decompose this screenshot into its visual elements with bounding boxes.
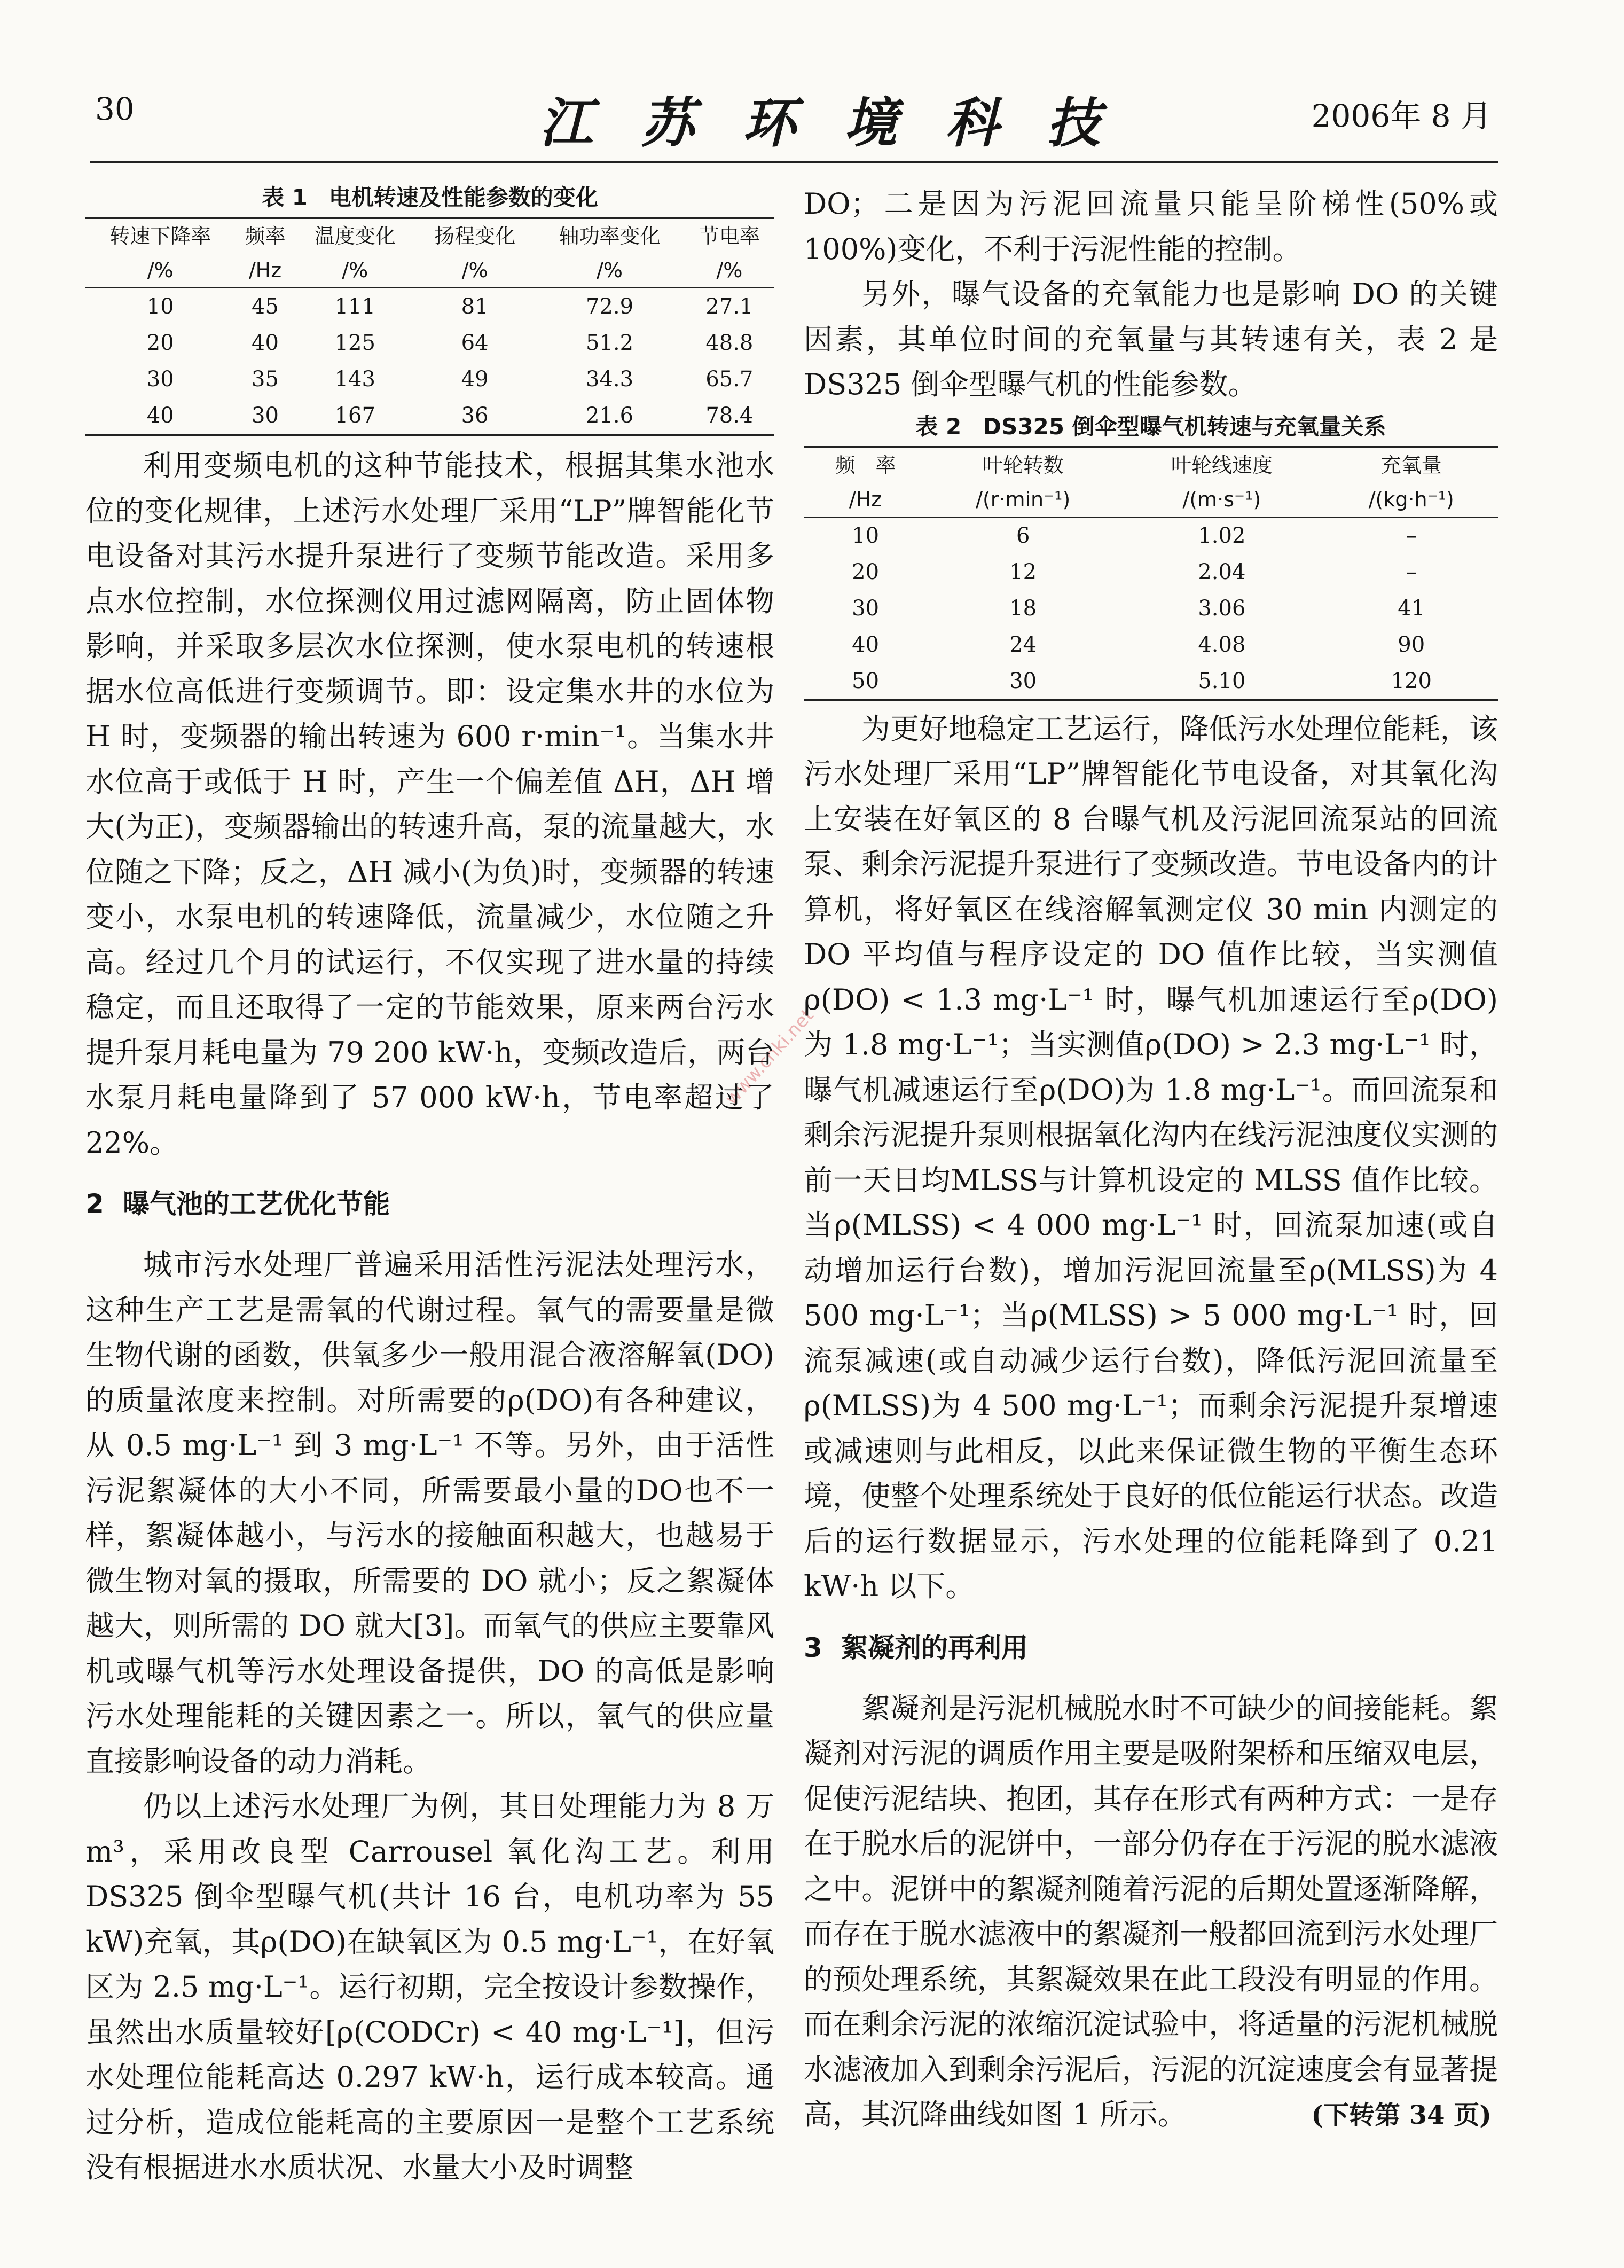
table1-cell: 21.6 <box>535 397 684 435</box>
section-number: 3 <box>804 1632 822 1663</box>
table2-cell: 50 <box>804 663 927 700</box>
table1-header: 扬程变化 <box>415 218 535 253</box>
body-paragraph: 城市污水处理厂普遍采用活性污泥法处理污水，这种生产工艺是需氧的代谢过程。氧气的需要量是微生物代谢的函数，供氧多少一般用混合液溶解氧(DO)的质量浓度来控制。对所需要的ρ(DO)有各种建议，从 0.5 mg·L⁻¹ 到 3 mg·L⁻¹ 不等。另外，由于活性污泥絮凝体的大小不同，所需要最小量的DO也不一样，絮凝体越小，与污水的接触面积越大，也越易于微生物对氧的摄取，所需要的 DO 就小；反之絮凝体越大，则所需的 DO 就大[3]。而氧气的供应主要靠风机或曝气机等污水处理设备提供，DO 的高低是影响污水处理能耗的关键因素之一。所以，氧气的供应量直接影响设备的动力消耗。 <box>85 1248 774 1778</box>
watermark-stamp: www.cnki.net <box>721 1005 818 1109</box>
table-row <box>804 517 1498 554</box>
table1-unit: /% <box>85 253 235 288</box>
table-row <box>804 627 1498 663</box>
table-row <box>85 325 774 361</box>
body-paragraph: 为更好地稳定工艺运行，降低污水处理位能耗，该污水处理厂采用“LP”牌智能化节电设备，对其氧化沟上安装在好氧区的 8 台曝气机及污泥回流泵站的回流泵、剩余污泥提升泵进行了变频改造。节电设备内的计算机，将好氧区在线溶解氧测定仪 30 min 内测定的 DO 平均值与程序设定的 DO 值作比较，当实测值ρ(DO) < 1.3 mg·L⁻¹ 时，曝气机加速运行至ρ(DO)为 1.8 mg·L⁻¹；当实测值ρ(DO) > 2.3 mg·L⁻¹ 时，曝气机减速运行至ρ(DO)为 1.8 mg·L⁻¹。而回流泵和剩余污泥提升泵则根据氧化沟内在线污泥浊度仪实测的前一天日均MLSS与计算机设定的 MLSS 值作比较。当ρ(MLSS) < 4 000 mg·L⁻¹ 时，回流泵加速(或自动增加运行台数)，增加污泥回流量至ρ(MLSS)为 4 500 mg·L⁻¹；当ρ(MLSS) > 5 000 mg·L⁻¹ 时，回流泵减速(或自动减少运行台数)，降低污泥回流量至ρ(MLSS)为 4 500 mg·L⁻¹；而剩余污泥提升泵增速或减速则与此相反，以此来保证微生物的平衡生态环境，使整个处理系统处于良好的低位能运行状态。改造后的运行数据显示，污水处理的位能耗降到了 0.21 kW·h 以下。 <box>804 711 1498 1603</box>
table1-cell: 143 <box>334 367 375 392</box>
table1-caption-text: 电机转速及性能参数的变化 <box>328 184 598 210</box>
table1-cell: 30 <box>235 397 295 435</box>
table2-unit: /(kg·h⁻¹) <box>1324 482 1498 517</box>
table2-header: 叶轮转数 <box>927 447 1119 482</box>
body-paragraph: 另外，曝气设备的充氧能力也是影响 DO 的关键因素，其单位时间的充氧量与其转速有关，表 2 是 DS325 倒伞型曝气机的性能参数。 <box>804 277 1498 401</box>
issue-date: 2006年 8 月 <box>1311 98 1492 134</box>
table2-cell: 10 <box>852 523 880 548</box>
table1-cell: 65.7 <box>705 367 754 392</box>
table2-cell: – <box>1406 559 1417 584</box>
table1-header: 轴功率变化 <box>535 218 684 253</box>
table1-cell: 167 <box>295 397 415 435</box>
table2-header: 叶轮线速度 <box>1119 447 1324 482</box>
table1-cell: 45 <box>252 294 279 319</box>
table2 <box>804 446 1498 701</box>
table1 <box>85 217 774 436</box>
table1-cell: 51.2 <box>585 331 634 355</box>
body-paragraph: DO；二是因为污泥回流量只能呈阶梯性(50%或100%)变化，不利于污泥性能的控制。 <box>804 187 1498 266</box>
table1-cell: 72.9 <box>585 294 634 319</box>
table2-cell: 2.04 <box>1198 559 1246 584</box>
table1-cell: 30 <box>146 367 174 392</box>
table2-unit: /(r·min⁻¹) <box>927 482 1119 517</box>
body-paragraph: 仍以上述污水处理厂为例，其日处理能力为 8 万 m³，采用改良型 Carrousel 氧化沟工艺。利用 DS325 倒伞型曝气机(共计 16 台，电机功率为 55 kW)充氧，其ρ(DO)在缺氧区为 0.5 mg·L⁻¹，在好氧区为 2.5 mg·L⁻¹。运行初期，完全按设计参数操作，虽然出水质量较好[ρ(CODCr) < 40 mg·L⁻¹]，但污水处理位能耗高达 0.297 kW·h，运行成本较高。通过分析，造成位能耗高的主要原因一是整个工艺系统没有根据进水水质状况、水量大小及时调整 <box>85 1789 774 2184</box>
table1-cell: 36 <box>415 397 535 435</box>
table-row <box>804 663 1498 700</box>
table2-cell: 5.10 <box>1119 663 1324 700</box>
table1-cell: 49 <box>461 367 489 392</box>
table-row <box>804 554 1498 590</box>
table2-cell: 24 <box>1009 632 1037 657</box>
table1-cell: 81 <box>461 294 489 319</box>
body-paragraph: 絮凝剂是污泥机械脱水时不可缺少的间接能耗。絮凝剂对污泥的调质作用主要是吸附架桥和压缩双电层，促使污泥结块、抱团，其存在形式有两种方式：一是存在于脱水后的泥饼中，一部分仍存在于污泥的脱水滤液之中。泥饼中的絮凝剂随着污泥的后期处置逐渐降解，而存在于脱水滤液中的絮凝剂一般都回流到污水处理厂的预处理系统，其絮凝效果在此工段没有明显的作用。而在剩余污泥的浓缩沉淀试验中，将适量的污泥机械脱水滤液加入到剩余污泥后，污泥的沉淀速度会有显著提高，其沉降曲线如图 1 所示。 <box>804 1691 1498 2131</box>
table1-cell: 40 <box>252 331 279 355</box>
table2-cell: – <box>1406 523 1417 548</box>
table2-cell: 40 <box>852 632 880 657</box>
section-title: 絮凝剂的再利用 <box>841 1632 1028 1663</box>
table2-unit: /Hz <box>804 482 927 517</box>
table1-unit: /% <box>295 253 415 288</box>
table2-cell: 90 <box>1398 632 1425 657</box>
table2-cell: 12 <box>1009 559 1037 584</box>
table1-cell: 111 <box>334 294 375 319</box>
table1-header: 转速下降率 <box>85 218 235 253</box>
table2-cell: 120 <box>1324 663 1498 700</box>
table2-caption <box>804 411 1498 443</box>
section-number: 2 <box>85 1188 104 1219</box>
table2-cell: 20 <box>852 559 880 584</box>
table2-cell: 41 <box>1398 596 1425 621</box>
body-paragraph: 利用变频电机的这种节能技术，根据其集水池水位的变化规律，上述污水处理厂采用“LP”牌智能化节电设备对其污水提升泵进行了变频节能改造。采用多点水位控制，水位探测仪用过滤网隔离，防止固体物影响，并采取多层次水位探测，使水泵电机的转速根据水位高低进行变频调节。即：设定集水井的水位为 H 时，变频器的输出转速为 600 r·min⁻¹。当集水井水位高于或低于 H 时，产生一个偏差值 ΔH，ΔH 增大(为正)，变频器输出的转速升高，泵的流量越大，水位随之下降；反之，ΔH 减小(为负)时，变频器的转速变小，水泵电机的转速降低，流量减少，水位随之升高。经过几个月的试运行，不仅实现了进水量的持续稳定，而且还取得了一定的节能效果，原来两台污水提升泵月耗电量为 79 200 kW·h，变频改造后，两台水泵月耗电量降到了 57 000 kW·h，节电率超过了 22%。 <box>85 449 774 1160</box>
table1-unit: /% <box>415 253 535 288</box>
table1-cell: 20 <box>146 331 174 355</box>
table1-header: 节电率 <box>685 218 774 253</box>
table1-cell: 78.4 <box>685 397 774 435</box>
table1-unit: /Hz <box>235 253 295 288</box>
table2-caption-number: 表 2 <box>915 413 962 440</box>
table2-unit: /(m·s⁻¹) <box>1119 482 1324 517</box>
section-heading <box>85 1182 774 1226</box>
section-heading <box>804 1625 1498 1670</box>
table1-cell: 10 <box>146 294 174 319</box>
table-row <box>85 397 774 435</box>
table1-caption <box>85 182 774 214</box>
table2-header: 频 率 <box>804 447 927 482</box>
table2-cell: 6 <box>1016 523 1030 548</box>
table1-unit: /% <box>685 253 774 288</box>
table2-cell: 3.06 <box>1198 596 1246 621</box>
table-row <box>85 288 774 325</box>
table1-unit: /% <box>535 253 684 288</box>
table1-cell: 35 <box>252 367 279 392</box>
section-title: 曝气池的工艺优化节能 <box>123 1188 390 1219</box>
table2-caption-text: DS325 倒伞型曝气机转速与充氧量关系 <box>983 413 1386 440</box>
right-column <box>804 182 1498 2138</box>
header-rule <box>90 161 1498 163</box>
table1-cell: 125 <box>334 331 375 355</box>
table2-cell: 1.02 <box>1198 523 1246 548</box>
table1-cell: 34.3 <box>585 367 634 392</box>
journal-title: 江苏环境科技 <box>539 91 1148 154</box>
table2-header: 充氧量 <box>1324 447 1498 482</box>
table1-cell: 48.8 <box>705 331 754 355</box>
table-row <box>804 590 1498 627</box>
page-number: 30 <box>95 91 135 127</box>
continued-note: (下转第 34 页) <box>1311 2100 1492 2130</box>
table1-cell: 64 <box>461 331 489 355</box>
table2-cell: 18 <box>1009 596 1037 621</box>
table-row <box>85 361 774 397</box>
table2-cell: 30 <box>852 596 880 621</box>
left-column <box>85 182 774 2191</box>
table1-cell: 40 <box>85 397 235 435</box>
table1-header: 频率 <box>235 218 295 253</box>
table1-caption-number: 表 1 <box>262 184 308 210</box>
table1-header: 温度变化 <box>295 218 415 253</box>
table2-cell: 30 <box>927 663 1119 700</box>
table2-cell: 4.08 <box>1198 632 1246 657</box>
table1-cell: 27.1 <box>705 294 754 319</box>
